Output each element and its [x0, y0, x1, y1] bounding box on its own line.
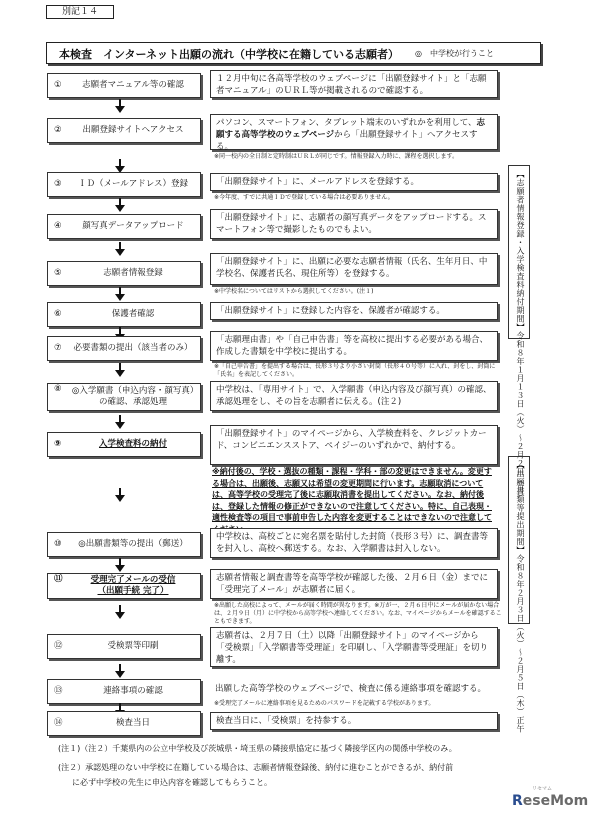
- resemom-logo: ReseMom リセマム: [512, 786, 589, 809]
- step-12: ⑫ 受検票等印刷: [47, 634, 201, 659]
- step-9-warning: ※納付後の、学校・選抜の種類・課程・学科・部の変更はできません。変更する場合は、出願後、志願又は希望の変更期間に行います。志願取消については、高等学校の受理完了後に志願取消書を提出してください。なお、納付後は、登録した情報の修正ができないので注意してください。特に、自己表現・適性検査等の項目で事前申告した内容を変更することはできないので注意して: [212, 467, 492, 522]
- down-arrow-icon: [115, 415, 125, 429]
- step-11-note: ※出願した高校によって、メールが届く時間が異なります。※万が一、２月６日中にメールが届かない場合は、２月９日（月）に中学校から高等学校へ連絡してください。なお、マイページからメールを確認することもできます。: [214, 602, 502, 625]
- down-arrow-icon: [115, 242, 125, 256]
- step-7-note: ※「自己申告書」を提出する場合は、長形３号より小さい封筒（長形４０号等）に入れ、封をし、封筒に「氏名」を表記してください。: [214, 363, 496, 378]
- step-3-desc: 「出願登録サイト」に、メールアドレスを登録する。: [210, 173, 498, 191]
- step-9: ⑨ 入学検査料の納付: [47, 432, 201, 457]
- registration-period-box: 【志願者情報登録・入学検査料納付期間】令和８年１月１３日（火）～２月２日（月）: [508, 165, 530, 339]
- page-title: 本検査 インターネット出願の流れ（中学校に在籍している志願者）: [59, 48, 400, 61]
- step-5: ⑤ 志願者情報登録: [47, 261, 201, 286]
- step-13: ⑬ 連絡事項の確認: [47, 679, 201, 704]
- step-14-desc: 検査当日に、「受検票」を持参する。: [210, 712, 498, 730]
- footnote-2: (注２）承認処理のない中学校に在籍している場合は、志願者情報登録後、納付に進むことができるが、納付前: [58, 763, 454, 772]
- submission-period-box: 【出願書類等提出期間】令和８年２月３日（火）～２月５日（木）正午: [508, 456, 530, 624]
- step-11: ⑪ 受理完了メールの受信 （出願手続 完了）: [47, 573, 201, 599]
- step-5-desc: 「出願登録サイト」に、出願に必要な志願者情報（氏名、生年月日、中学校名、保護者氏名、現住所等）を登録する。: [210, 253, 498, 285]
- step-5-note: ※中学校名についてはリストから選択してください。(注１): [214, 288, 374, 295]
- down-arrow-icon: [115, 363, 125, 377]
- step-4-desc: 「出願登録サイト」に、志願者の顔写真データをアップロードする。スマートフォン等で撮影したものでもよい。: [210, 209, 498, 239]
- step-7: ⑦ 必要書類の提出（該当者のみ）: [47, 336, 201, 361]
- step-2-desc: パソコン、スマートフォン、タブレット端末のいずれかを利用して、志願する高等学校のウェブページから「出願登録サイト」へアクセスする。: [210, 114, 498, 150]
- step-13-note: ※受理完了メールに連絡事項を見るためのパスワードを記載する学校があります。: [214, 700, 435, 707]
- footnote-2-cont: に必ず中学校の先生に申込内容を確認してもらうこと。: [72, 778, 272, 787]
- step-6: ⑥ 保護者確認: [47, 302, 201, 327]
- step-1-desc: １２月中旬に各高等学校のウェブページに「出願登録サイト」と「志願者マニュアル」のＵＲＬ等が掲載されるので確認する。: [210, 70, 498, 98]
- step-7-desc: 「志願理由書」や「自己申告書」等を高校に提出する必要がある場合、作成した書類を中学校に提出する。: [210, 331, 498, 361]
- step-12-desc: 志願者は、２月７日（土）以降「出願登録サイト」のマイページから「受検票」「入学願書等受理証」を印刷し、「入学願書等受理証」を切り離す。: [210, 627, 498, 667]
- step-8-desc: 中学校は、「専用サイト」で、入学願書（申込内容及び顔写真）の確認、承認処理をし、その旨を志願者に伝える。(注２): [210, 381, 498, 411]
- down-arrow-icon: [115, 287, 125, 301]
- step-10-desc: 中学校は、高校ごとに宛名票を貼付した封筒（長形３号）に、調査書等を封入し、高校へ郵送する。なお、入学願書は封入しない。: [210, 528, 498, 558]
- down-arrow-icon: [115, 605, 125, 619]
- step-14: ⑭ 検査当日: [47, 711, 201, 736]
- step-3-note: ※今年度、すでに共通ＩＤで登録している場合は必要ありません。: [214, 194, 394, 201]
- step-1: ① 志願者マニュアル等の確認: [47, 73, 201, 98]
- down-arrow-icon: [115, 664, 125, 678]
- school-action-note: ◎ 中学校が行うこと: [415, 49, 494, 58]
- annex-tag: 別記１４: [46, 5, 114, 19]
- step-6-desc: 「出願登録サイト」に登録した内容を、保護者が確認する。: [210, 302, 498, 320]
- down-arrow-icon: [115, 198, 125, 212]
- step-13-desc: 出願した高等学校のウェブページで、検査に係る連絡事項を確認する。: [210, 681, 498, 699]
- step-10: ⑩ ◎出願書類等の提出（郵送）: [47, 532, 201, 557]
- step-11-desc: 志願者情報と調査書等を高等学校が確認した後、２月６日（金）までに「受理完了メール」が志願者に届く。: [210, 569, 498, 599]
- down-arrow-icon: [115, 488, 125, 502]
- step-9-desc: 「出願登録サイト」のマイページから、入学検査料を、クレジットカード、コンビニエンスストア、ペイジーのいずれかで、納付する。: [210, 425, 498, 465]
- step-4: ④ 顔写真データアップロード: [47, 214, 201, 239]
- title-bar: [46, 42, 541, 64]
- down-arrow-icon: [115, 99, 125, 113]
- step-3: ③ ＩＤ（メールアドレス）登録: [47, 172, 201, 197]
- step-8: ⑧ ◎入学願書（申込内容・顔写真）の確認、承認処理: [47, 383, 201, 411]
- step-2-note: ※同一校内の全日制と定時制はＵＲＬが同じです。情報登録入力時に、課程を選択します。: [214, 153, 459, 160]
- footnote-1: (注１)（注２）千葉県内の公立中学校及び茨城県・埼玉県の隣接県協定に基づく隣接学区内の関係中学校のみ。: [58, 744, 457, 753]
- down-arrow-icon: [115, 159, 125, 173]
- down-arrow-icon: [115, 558, 125, 572]
- step-2: ② 出願登録サイトへアクセス: [47, 118, 201, 143]
